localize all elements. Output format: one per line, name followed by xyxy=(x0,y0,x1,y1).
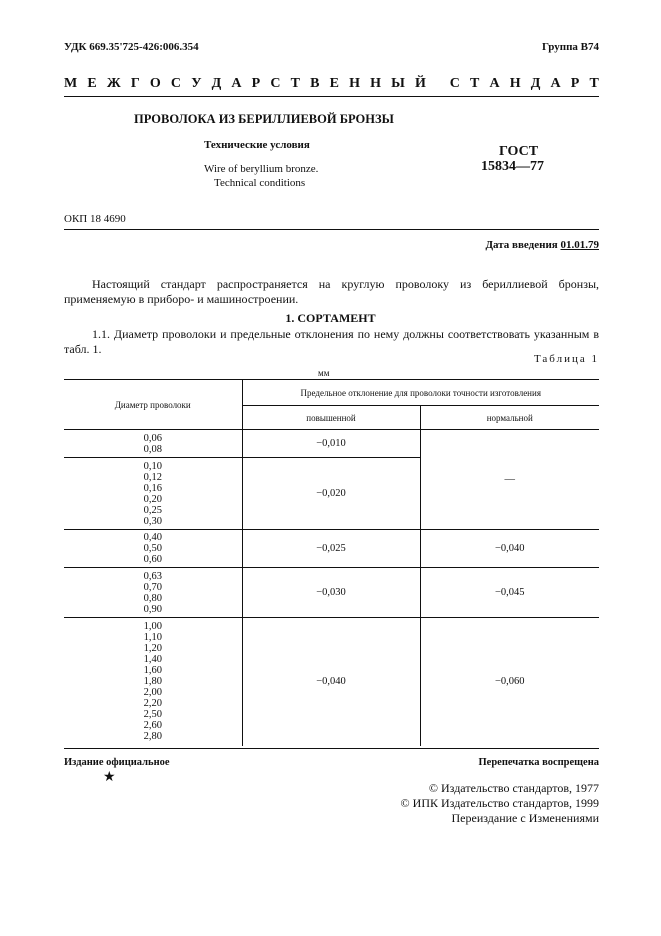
heading-letter: А xyxy=(489,76,500,91)
diameter-cell: 0,63 0,70 0,80 0,90 xyxy=(64,568,242,618)
heading-letter: Т xyxy=(469,76,480,91)
date-value: 01.01.79 xyxy=(560,239,599,251)
gost-number: 15834—77 xyxy=(481,159,544,174)
heading-letter: Г xyxy=(130,76,140,91)
clause-1-1: 1.1. Диаметр проволоки и предельные отклонения по нему должны соответствовать указанным в табл. 1. xyxy=(64,327,599,356)
header-high-precision: повышенной xyxy=(242,406,420,430)
heading-letter: С xyxy=(449,76,460,91)
table-row xyxy=(64,618,599,746)
header-deviation: Предельное отклонение для проволоки точности изготовления xyxy=(242,380,599,406)
diameter-cell: 1,00 1,10 1,20 1,40 1,60 1,80 2,00 2,20 2,50 2,60 2,80 xyxy=(143,621,162,743)
diameter-cell: 0,10 0,12 0,16 0,20 0,25 0,30 xyxy=(64,458,242,530)
copyright-1977: © Издательство стандартов, 1977 xyxy=(428,781,599,795)
header-diameter: Диаметр проволоки xyxy=(64,380,242,430)
heading-letter: Ы xyxy=(391,76,405,91)
table-row xyxy=(64,568,599,618)
edition-label: Издание официальное xyxy=(64,757,170,768)
intro-paragraph: Настоящий стандарт распространяется на круглую проволоку из бериллиевой бронзы, применяемую в приборо- и машиностроении. xyxy=(64,277,599,306)
diameter-cell: 0,40 0,50 0,60 xyxy=(64,530,242,568)
okp-code: ОКП 18 4690 xyxy=(64,213,126,225)
english-title-line1: Wire of beryllium bronze. xyxy=(204,163,319,175)
heading-letter: Т xyxy=(290,76,300,91)
heading-letter: У xyxy=(191,76,202,91)
heading-letter: А xyxy=(231,76,242,91)
high-deviation-cell: −0,025 xyxy=(242,530,420,568)
heading-letter: Н xyxy=(349,76,360,91)
high-deviation-cell: −0,020 xyxy=(242,458,420,530)
heading-letter: М xyxy=(64,76,78,91)
table-label: Таблица 1 xyxy=(533,353,599,365)
english-title-line2: Technical conditions xyxy=(214,177,306,189)
heading-letter xyxy=(436,76,440,92)
heading-letter: Н xyxy=(370,76,381,91)
copyright-1999: © ИПК Издательство стандартов, 1999 xyxy=(400,796,599,810)
standard-type-heading xyxy=(64,76,599,92)
section-title: 1. СОРТАМЕНТ xyxy=(285,311,376,325)
heading-letter: Ж xyxy=(106,76,121,91)
heading-letter: Н xyxy=(509,76,521,91)
heading-letter: Р xyxy=(251,76,261,91)
effective-date xyxy=(485,239,599,251)
heading-letter: Т xyxy=(589,76,599,91)
high-deviation-cell: −0,030 xyxy=(242,568,420,618)
gost-label: ГОСТ xyxy=(499,144,539,159)
heading-letter: Й xyxy=(415,76,426,91)
date-label: Дата введения xyxy=(485,239,558,251)
wire-deviation-table xyxy=(64,379,599,746)
group-code: Группа В74 xyxy=(541,41,599,53)
heading-letter: Е xyxy=(87,76,97,91)
normal-deviation-cell: −0,045 xyxy=(420,568,599,618)
heading-letter: О xyxy=(149,76,161,91)
table-row xyxy=(64,530,599,568)
high-deviation-cell: −0,040 xyxy=(242,618,420,746)
document-title: ПРОВОЛОКА ИЗ БЕРИЛЛИЕВОЙ БРОНЗЫ xyxy=(134,112,394,126)
normal-deviation-cell: — xyxy=(420,430,599,530)
heading-rule xyxy=(64,96,599,97)
heading-letter: А xyxy=(550,76,561,91)
heading-letter: Д xyxy=(530,76,541,91)
heading-letter: Р xyxy=(570,76,580,91)
table-row xyxy=(64,430,599,458)
okp-rule xyxy=(64,229,599,230)
high-deviation-cell: −0,010 xyxy=(242,430,420,458)
diameter-cell: 0,06 0,08 xyxy=(64,430,242,458)
heading-letter: Д xyxy=(211,76,222,91)
heading-letter: В xyxy=(310,76,320,91)
reissue-note: Переиздание с Изменениями xyxy=(451,811,599,825)
star-icon: ★ xyxy=(103,770,116,785)
heading-letter: С xyxy=(270,76,281,91)
table-bottom-rule xyxy=(64,748,599,749)
udk-code: УДК 669.35'725-426:006.354 xyxy=(64,41,199,53)
heading-letter: Е xyxy=(329,76,339,91)
table-unit: мм xyxy=(318,368,330,378)
document-subtitle: Технические условия xyxy=(204,139,310,151)
heading-letter: С xyxy=(170,76,182,91)
normal-deviation-cell: −0,040 xyxy=(420,530,599,568)
header-normal-precision: нормальной xyxy=(420,406,599,430)
reprint-notice: Перепечатка воспрещена xyxy=(478,757,599,768)
normal-deviation-cell: −0,060 xyxy=(420,618,599,746)
